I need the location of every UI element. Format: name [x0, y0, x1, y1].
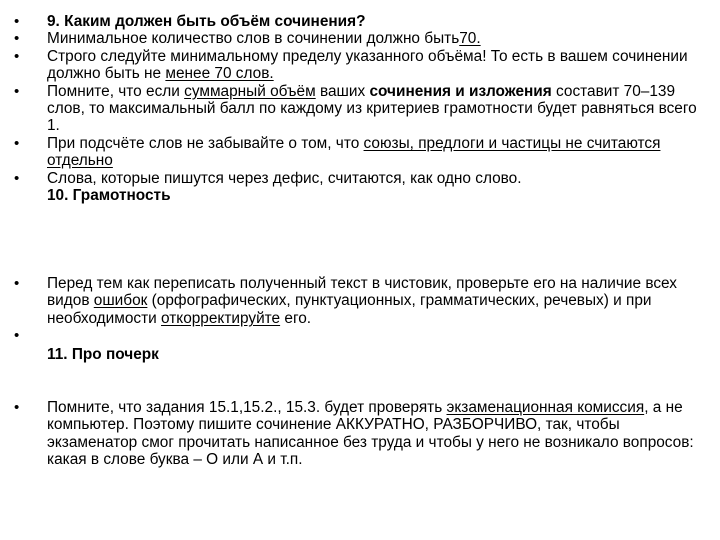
list-item-text: откорректируйте [161, 309, 281, 327]
list-item [14, 30, 710, 47]
section-11-list [14, 399, 710, 469]
list-item-text: ошибок [93, 292, 148, 310]
list-item-text: 9. Каким должен быть объём сочинения? [47, 13, 366, 30]
section-10-list [14, 275, 710, 345]
list-item-text: составит 70–139 слов, то максимальный балл по каждому из критериев грамотности будет равняться всего 1. [47, 82, 697, 135]
list-item-text: (орфографических, пунктуационных, грамматических, речевых) и при необходимости [47, 292, 652, 327]
list-item [14, 399, 710, 469]
list-item-text: экзаменационная комиссия [446, 399, 645, 416]
list-item-text: Помните, что задания 15.1,15.2., 15.3. будет проверять [47, 399, 447, 416]
list-item-text: союзы, предлоги и частицы не считаются отдельно [47, 134, 661, 170]
section-10 [14, 275, 710, 363]
section-9 [14, 13, 710, 204]
list-item-text: ваших [315, 82, 370, 100]
section-11 [14, 399, 710, 469]
list-item [14, 135, 710, 170]
list-item [14, 48, 710, 83]
list-item [14, 13, 710, 30]
list-item [14, 83, 710, 135]
list-item-text: Минимальное количество слов в сочинении должно быть [47, 30, 460, 48]
list-item-text: , а не компьютер. Поэтому пишите сочинение АККУРАТНО, РАЗБОРЧИВО, так, чтобы экзаменатор смог прочитать написанное без труда и чтобы у него не возникало вопросов: какая в слове буква – О или А и т.п. [47, 399, 694, 469]
list-item-text: 70. [459, 30, 481, 48]
list-item-text: Перед тем как переписать полученный текст в чистовик, проверьте его на наличие всех видов [47, 275, 677, 310]
list-item-text: При подсчёте слов не забывайте о том, что [47, 134, 364, 152]
list-item-text: Помните, что если [47, 82, 185, 100]
list-item-text: суммарный объём [184, 82, 316, 100]
section-11-heading: 11. Про почерк [47, 345, 159, 363]
list-item-text: Слова, которые пишутся через дефис, считаются, как одно слово. [47, 169, 522, 187]
section-10-heading: 10. Грамотность [47, 187, 171, 205]
list-item-text: его. [280, 309, 312, 327]
list-item-text: сочинения и изложения [369, 82, 552, 100]
list-item-text: менее 70 слов. [165, 65, 274, 83]
section-9-list [14, 13, 710, 187]
list-item [14, 275, 710, 327]
list-item [14, 327, 710, 344]
list-item-text: Строго следуйте минимальному пределу указанного объёма! То есть в вашем сочинении должно быть не [47, 47, 688, 83]
list-item [14, 170, 710, 187]
